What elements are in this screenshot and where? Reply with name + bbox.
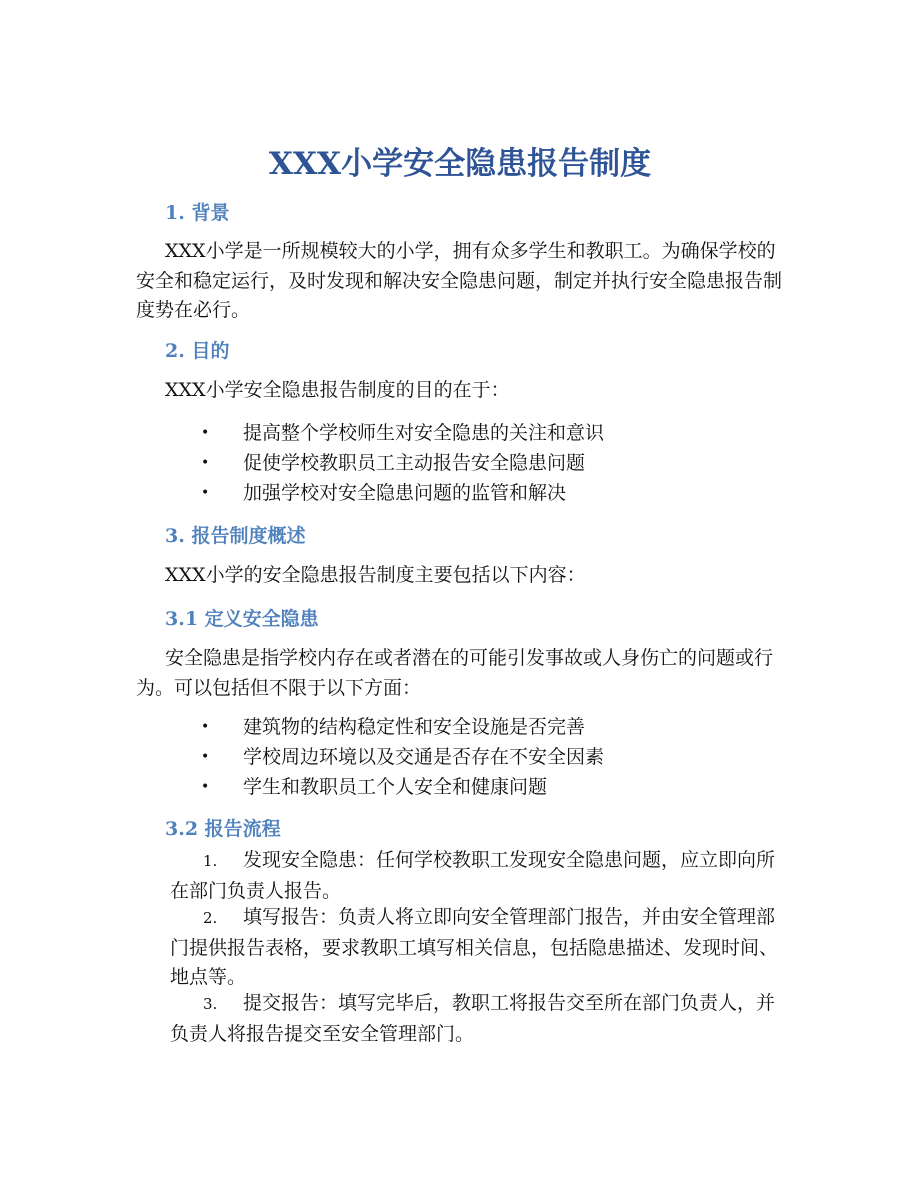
bullet-icon: •	[201, 425, 210, 441]
step-number: 3.	[203, 995, 218, 1013]
step-text: 发现安全隐患：任何学校教职工发现安全隐患问题，应立即向所在部门负责人报告。	[170, 849, 776, 902]
heading-overview: 3. 报告制度概述	[165, 525, 306, 547]
step-text: 填写报告：负责人将立即向安全管理部门报告，并由安全管理部门提供报告表格，要求教职工填写相关信息，包括隐患描述、发现时间、地点等。	[170, 906, 779, 988]
bullet-icon: •	[201, 719, 210, 735]
background-paragraph: XXX小学是一所规模较大的小学，拥有众多学生和教职工。为确保学校的安全和稳定运行，及时发现和解决安全隐患问题，制定并执行安全隐患报告制度势在必行。	[136, 240, 783, 321]
step-number: 1.	[203, 852, 218, 870]
bullet-icon: •	[201, 779, 210, 795]
overview-intro: XXX小学的安全隐患报告制度主要包括以下内容：	[165, 564, 586, 586]
heading-process: 3.2 报告流程	[165, 818, 281, 840]
document-title: XXX小学安全隐患报告制度	[268, 146, 652, 182]
step-text: 提交报告：填写完毕后，教职工将报告交至所在部门负责人，并负责人将报告提交至安全管理部门。	[170, 992, 776, 1045]
bullet-icon: •	[201, 485, 210, 501]
definition-paragraph: 安全隐患是指学校内存在或者潜在的可能引发事故或人身伤亡的问题或行为。可以包括但不限于以下方面：	[136, 647, 774, 699]
process-step-3	[170, 989, 785, 1049]
process-step-2	[170, 903, 785, 993]
heading-purpose: 2. 目的	[165, 340, 230, 362]
document-page: XXX小学安全隐患报告制度 1. 背景 XXX小学是一所规模较大的小学，拥有众多学生和教职工。为确保学校的安全和稳定运行，及时发现和解决安全隐患问题，制定并执行安全隐患报告制度势在必行。 2. 目的 XXX小学安全隐患报告制度的目的在于： • 提高整个学校师生对安全隐患的关注和意识 • 促使学校教职员工主动报告安全隐患问题 • 加强学校对安全隐患问题的监管和解决 3. 报告制度概述 XXX小学的安全隐患报告制度主要包括以下内容： 3.1 定义安全隐患 安全隐患是指学校内存在或者潜在的可能引发事故或人身伤亡的问题或行为。可以包括但不限于以下方面： • 建筑物的结构稳定性和安全设施是否完善 • 学校周边环境以及交通是否存在不安全因素 • 学生和教职员工个人安全和健康问题 3.2 报告流程 1. 发现安全隐患：任何学校教职工发现安全隐患问题，应立即向所在部门负责人报告。 2. 填写报告：负责人将立即向安全管理部门报告，并由安全管理部门提供报告表格，要求教职工填写相关信息，包括隐患描述、发现时间、地点等。 3. 提交报告：填写完毕后，教职工将报告交至所在部门负责人，并负责人将报告提交至安全管理部门。	[0, 0, 920, 1191]
bullet-icon: •	[201, 749, 210, 765]
purpose-intro: XXX小学安全隐患报告制度的目的在于：	[165, 379, 510, 401]
bullet-icon: •	[201, 455, 210, 471]
step-number: 2.	[203, 909, 218, 927]
process-step-1	[170, 846, 785, 906]
heading-background: 1. 背景	[165, 202, 230, 224]
heading-definition: 3.1 定义安全隐患	[165, 608, 319, 630]
